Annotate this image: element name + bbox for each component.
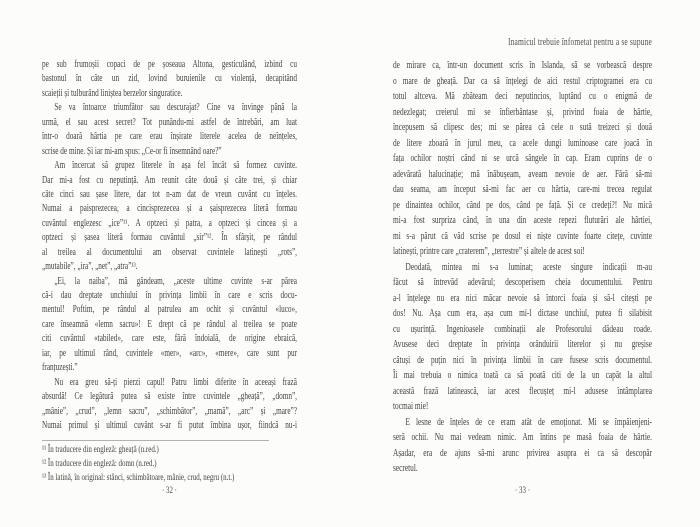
text-line: E lesne de înțeles de ce eram atât de emoționat. Mi se împăienjeni- xyxy=(405,416,653,428)
text-line: cu ușurință. Ingenioasele combinații ale Profesorului dădeau roade. xyxy=(393,323,653,335)
text-line: „mânie”, „crud”, „lemn sacru”, „schimbător”, „mamă”, „arc” și „mare”? xyxy=(42,405,297,417)
text-line: dau seama, am început să-mi fac aer cu hârtia, care-mi trecea regulat xyxy=(393,184,653,195)
text-line: făcut să întrevăd adevărul; descoperisem cheia documentului. Pentru xyxy=(393,277,653,288)
footnote: ¹³ În latină, în original: stânci, schimbătoare, mânie, crud, negru (n.t.) xyxy=(42,472,235,484)
footnote: ¹¹ În traducere din engleză: gheață (n.red.) xyxy=(42,444,159,455)
text-line: Așadar, era de ajuns să-mi arunc privirea asupra ei ca să descopăr xyxy=(393,447,653,459)
text-line: de mirare ca, într-un document scris în Islanda, să se vorbească despre xyxy=(393,60,653,71)
text-line: a-l înțelege nu era nici măcar nevoie să întorci foaia și să-l citești pe xyxy=(393,292,653,304)
text-line: pe dinaintea ochilor, când pe dos, când pe față. Și ce credeți?! Nu mică xyxy=(393,199,653,211)
text-line: citi cuvântul «tabiled», care este, fără îndoială, de origine ebraică, xyxy=(42,333,297,345)
text-line: Avusese deci dreptate în privința orânduirii literelor și nu greșise xyxy=(393,339,653,350)
footnote-block xyxy=(42,443,297,486)
text-line: Am încercat să grupez literele în așa fel încât să formez cuvinte. xyxy=(54,160,297,172)
right-page-number: · 33 · xyxy=(514,486,531,496)
text-line: latinești, printre care „craterem”, „terrestre” și altele de acest soi! xyxy=(393,246,585,257)
footnote-separator xyxy=(42,440,269,441)
text-line: seră ochii. Nu mai vedeam nimic. Am întins pe masă foaia de hârtie. xyxy=(393,432,653,443)
text-line: într-o doară hârtia pe care erau înșirate literele acelea de neînțeles, xyxy=(42,131,297,143)
footnote: ¹² În traducere din engleză: domn (n.red.) xyxy=(42,458,157,470)
text-line: Se va întoarce triumfător sau descurajat? Cine va învinge până la xyxy=(54,102,297,114)
text-line: Dar mi-a fost cu neputință. Am reunit câte două și câte trei, și chiar xyxy=(42,174,297,186)
text-line: că-i dau dreptate unchiului în privința limbii în care e scris docu- xyxy=(42,290,297,301)
text-line: o mare de gheață. Dar ca să înțelegi de aici restul criptogramei era cu xyxy=(393,75,653,87)
text-line: Deodată, mintea mi s-a luminat; aceste singure indicații m-au xyxy=(405,261,653,273)
text-line: adevărată halucinație; mă înăbușeam, aveam nevoie de aer. Fără să-mi xyxy=(393,168,653,180)
right-page-text-column xyxy=(393,58,652,477)
text-line: scaieții și tulburând liniștea berzelor singuratice. xyxy=(42,87,183,99)
text-line: cuvântul englezesc „ice”¹¹. A optzeci și patra, a optzeci și cincea și a xyxy=(42,217,297,229)
text-line: Numai a paisprezecea, a cincisprezecea și a șaisprezecea literă formau xyxy=(42,203,297,215)
text-line: dos! Nu. Așa cum era, așa cum mi-l dictase unchiul, putea fi silabisit xyxy=(393,308,653,319)
text-line: scrise de mine. Și iar mi-am spus: „Ce-or fi însemnând oare?” xyxy=(42,145,222,157)
text-line: Nu era greu să-ți pierzi capul! Patru limbi diferite în aceeași frază xyxy=(54,376,297,388)
text-line: Îi mai trebuia o nimica toată ca să poată citi de la un capăt la altul xyxy=(393,370,653,381)
text-line: bastonul în câte un zid, lovind buruienile cu violență, decapitând xyxy=(42,73,297,85)
text-line: secretul. xyxy=(393,463,418,474)
text-line: tocmai mie! xyxy=(393,401,429,412)
text-line: mentul! Poftim, pe rândul al patrulea am ochit și cuvântul «luco», xyxy=(42,304,297,316)
text-line: de litere zboară în jurul meu, ca acele dungi luminoase care joacă în xyxy=(393,137,653,149)
text-line: optzeci și șasea literă formau cuvântul „sir”¹². În sfârșit, pe rândul xyxy=(42,232,297,244)
text-line: franțuzești.” xyxy=(42,362,78,374)
text-line: câte cinci sau șase litere, dar tot n-am dat de vreun cuvânt cu înțeles. xyxy=(42,188,297,200)
text-line: absurdă! Ce legătură putea să existe între cuvintele „gheață”, „domn”, xyxy=(42,391,297,403)
text-line: Numai primul și ultimul cuvânt s-ar fi putut îmbina ușor, fiindcă nu-i xyxy=(42,419,297,431)
text-line: această frază latinească, iar acest flecușteț mi-l adusese întâmplarea xyxy=(393,385,653,397)
left-page-number: · 32 · xyxy=(162,486,177,496)
text-line: al treilea al documentului am observat cuvintele latinești „rots”, xyxy=(42,246,297,258)
text-line: pe sub frumoșii copaci de pe șoseaua Altona, gesticulând, izbind cu xyxy=(42,59,297,70)
text-line: câtuși de puțin nici în privința limbii în care fusese scris documentul. xyxy=(393,354,653,366)
text-line: urmă, el sau acest secret? Tot punându-mi astfel de întrebări, am luat xyxy=(42,116,297,128)
text-line: care înseamnă «lemn sacru»! E drept că pe rândul al treilea se poate xyxy=(42,318,297,330)
left-page-text-column xyxy=(42,58,297,433)
text-line: totul altceva. Mă zbăteam deci neputincios, luptând cu o enigmă de xyxy=(393,91,653,102)
text-line: începusem să clipesc des; mi se părea că cele o sută treizeci și două xyxy=(393,122,653,133)
running-head: Inamicul trebuie înfometat pentru a se supune xyxy=(507,37,653,48)
text-line: iar, pe ultimul rând, cuvintele «mer», «arc», «mere», care sunt pur xyxy=(42,347,297,359)
text-line: „Ei, la naiba”, mă gândeam, „aceste ultime cuvinte s-ar părea xyxy=(54,275,297,287)
text-line: fața ochilor noștri când ni se urcă sângele în cap. Eram cuprins de o xyxy=(393,153,653,164)
text-line: mi-a fost surpriza când, în una din aceste repezi fluturări ale hârtiei, xyxy=(393,215,653,226)
text-line: „mutabile”, „ira”, „net”, „atra”¹³. xyxy=(42,261,138,273)
text-line: mi s-a părut că văd scrise pe dosul ei niște cuvinte foarte citețe, cuvinte xyxy=(393,230,653,242)
text-line: nedezlegat; creierul mi se înfierbântase și, privind foaia de hârtie, xyxy=(393,106,653,118)
